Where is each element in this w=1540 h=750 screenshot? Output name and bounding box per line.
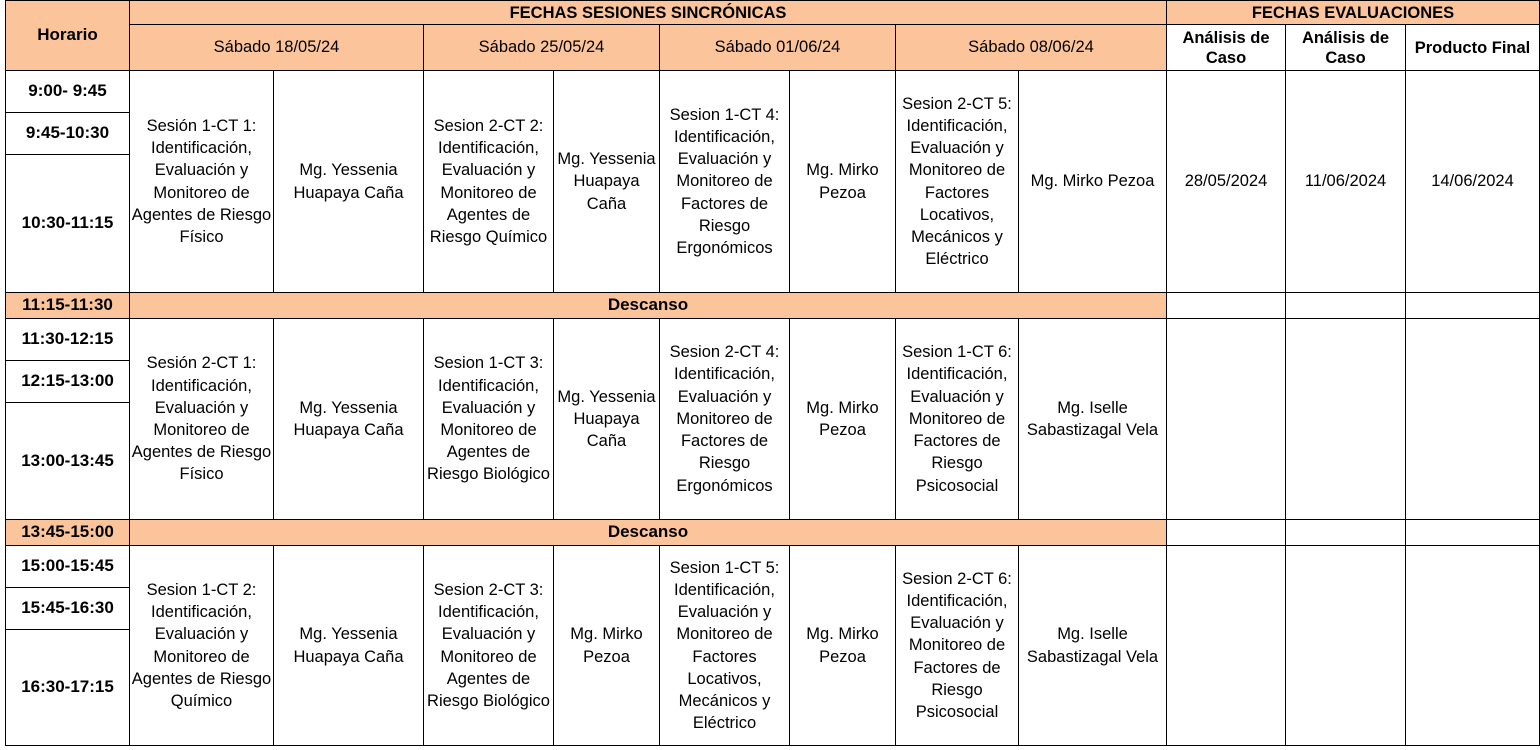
eval-date-cell: 11/06/2024 [1286, 71, 1406, 293]
empty-cell [1167, 520, 1286, 546]
professor-cell: Mg. Mirko Pezoa [790, 546, 896, 746]
empty-cell [1167, 293, 1286, 319]
header-horario: Horario [6, 1, 130, 71]
empty-cell [1167, 319, 1286, 520]
empty-cell [1406, 546, 1540, 746]
professor-cell: Mg. Yessenia Huapaya Caña [274, 546, 424, 746]
empty-cell [1406, 319, 1540, 520]
header-sesiones-title: FECHAS SESIONES SINCRÓNICAS [130, 1, 1167, 25]
eval-date-cell: 28/05/2024 [1167, 71, 1286, 293]
header-date-1: Sábado 18/05/24 [130, 25, 424, 71]
empty-cell [1406, 520, 1540, 546]
time-slot: 15:00-15:45 [6, 546, 130, 588]
empty-cell [1286, 319, 1406, 520]
empty-cell [1286, 546, 1406, 746]
session-cell: Sesion 1-CT 6: Identificación, Evaluación y Monitoreo de Factores de Riesgo Psicosocial [896, 319, 1019, 520]
schedule-table [5, 0, 1540, 746]
eval-date-cell: 14/06/2024 [1406, 71, 1540, 293]
time-slot: 16:30-17:15 [6, 630, 130, 746]
header-date-2: Sábado 25/05/24 [424, 25, 660, 71]
break-label: Descanso [130, 520, 1167, 546]
empty-cell [1167, 546, 1286, 746]
header-date-3: Sábado 01/06/24 [660, 25, 896, 71]
time-slot: 12:15-13:00 [6, 361, 130, 403]
header-eval-3: Producto Final [1406, 25, 1540, 71]
professor-cell: Mg. Yessenia Huapaya Caña [274, 319, 424, 520]
break-label: Descanso [130, 293, 1167, 319]
empty-cell [1406, 293, 1540, 319]
professor-cell: Mg. Iselle Sabastizagal Vela [1019, 546, 1167, 746]
professor-cell: Mg. Mirko Pezoa [1019, 71, 1167, 293]
session-cell: Sesion 1-CT 3: Identificación, Evaluación y Monitoreo de Agentes de Riesgo Biológico [424, 319, 554, 520]
professor-cell: Mg. Yessenia Huapaya Caña [554, 319, 660, 520]
header-eval-1: Análisis de Caso [1167, 25, 1286, 71]
session-cell: Sesion 1-CT 5: Identificación, Evaluación y Monitoreo de Factores Locativos, Mecánicos y Eléctrico [660, 546, 790, 746]
professor-cell: Mg. Yessenia Huapaya Caña [274, 71, 424, 293]
time-slot: 9:45-10:30 [6, 113, 130, 155]
time-slot: 15:45-16:30 [6, 588, 130, 630]
time-slot: 10:30-11:15 [6, 155, 130, 293]
session-cell: Sesión 1-CT 1: Identificación, Evaluación y Monitoreo de Agentes de Riesgo Físico [130, 71, 274, 293]
time-slot: 11:30-12:15 [6, 319, 130, 361]
professor-cell: Mg. Mirko Pezoa [790, 71, 896, 293]
session-cell: Sesion 2-CT 2: Identificación, Evaluación y Monitoreo de Agentes de Riesgo Químico [424, 71, 554, 293]
session-cell: Sesion 2-CT 3: Identificación, Evaluación y Monitoreo de Agentes de Riesgo Biológico [424, 546, 554, 746]
professor-cell: Mg. Mirko Pezoa [790, 319, 896, 520]
header-eval-2: Análisis de Caso [1286, 25, 1406, 71]
session-cell: Sesion 1-CT 4: Identificación, Evaluación y Monitoreo de Factores de Riesgo Ergonómicos [660, 71, 790, 293]
session-cell: Sesion 2-CT 4: Identificación, Evaluación y Monitoreo de Factores de Riesgo Ergonómicos [660, 319, 790, 520]
session-cell: Sesion 2-CT 5: Identificación, Evaluación y Monitoreo de Factores Locativos, Mecánicos y Eléctrico [896, 71, 1019, 293]
professor-cell: Mg. Iselle Sabastizagal Vela [1019, 319, 1167, 520]
session-cell: Sesion 2-CT 6: Identificación, Evaluación y Monitoreo de Factores de Riesgo Psicosocial [896, 546, 1019, 746]
session-cell: Sesion 1-CT 2: Identificación, Evaluación y Monitoreo de Agentes de Riesgo Químico [130, 546, 274, 746]
empty-cell [1286, 293, 1406, 319]
professor-cell: Mg. Yessenia Huapaya Caña [554, 71, 660, 293]
break-time: 13:45-15:00 [6, 520, 130, 546]
break-time: 11:15-11:30 [6, 293, 130, 319]
time-slot: 9:00- 9:45 [6, 71, 130, 113]
session-cell: Sesión 2-CT 1: Identificación, Evaluación y Monitoreo de Agentes de Riesgo Físico [130, 319, 274, 520]
empty-cell [1286, 520, 1406, 546]
header-date-4: Sábado 08/06/24 [896, 25, 1167, 71]
professor-cell: Mg. Mirko Pezoa [554, 546, 660, 746]
time-slot: 13:00-13:45 [6, 403, 130, 520]
header-evaluaciones-title: FECHAS EVALUACIONES [1167, 1, 1540, 25]
